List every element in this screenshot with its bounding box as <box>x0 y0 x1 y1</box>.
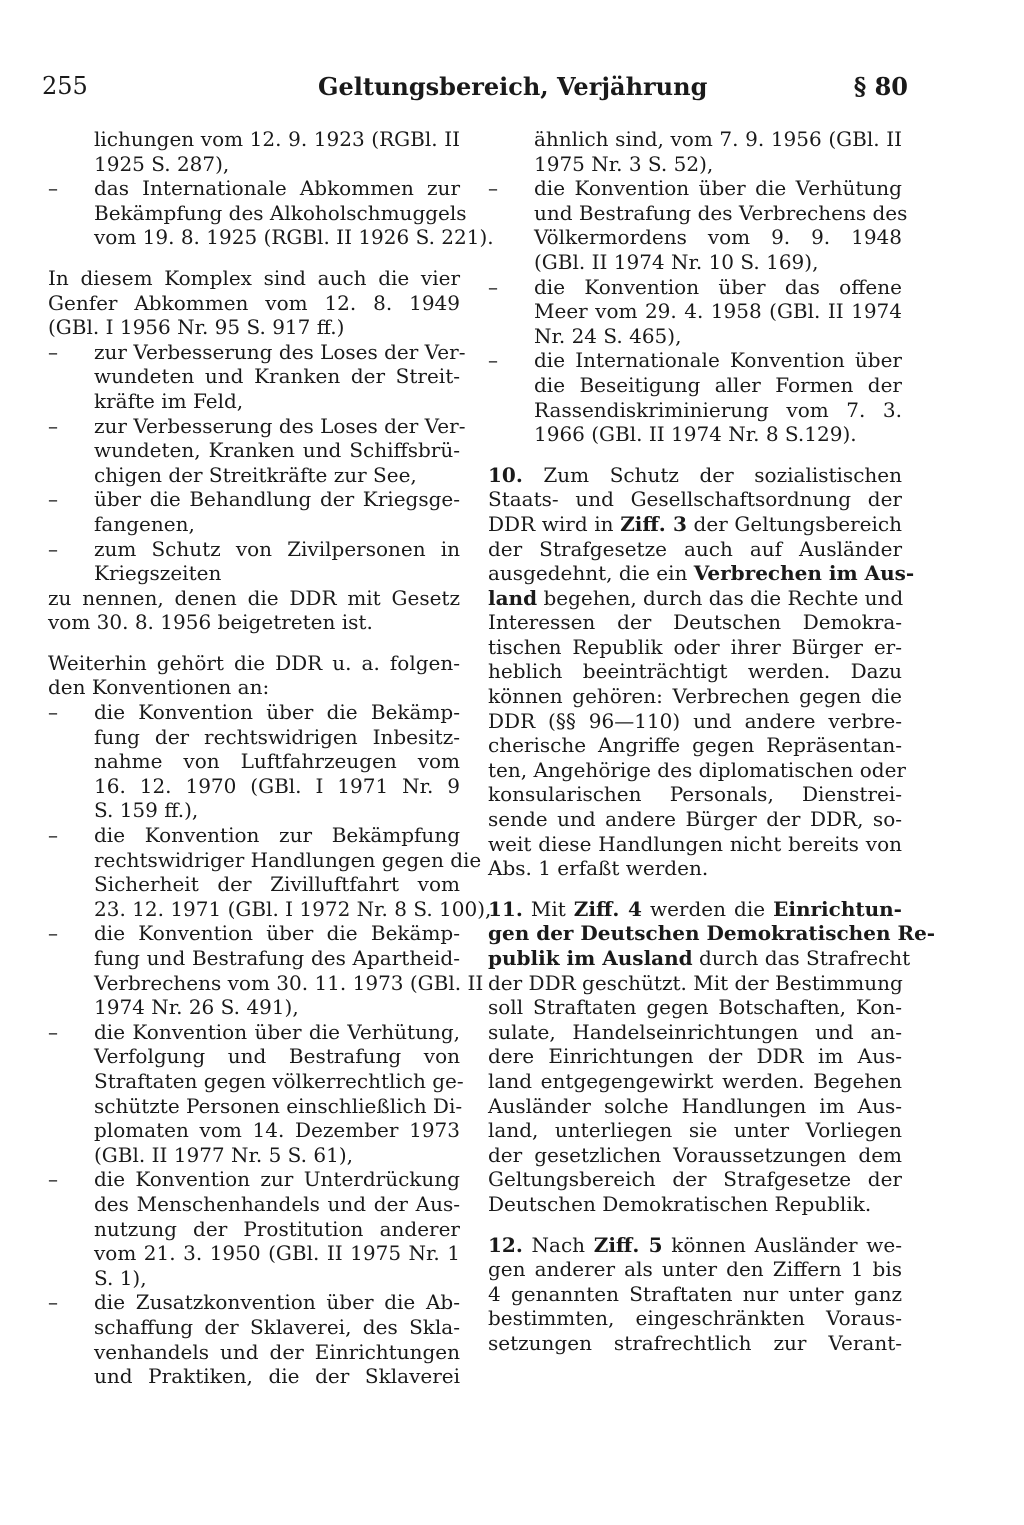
text-line: venhandels und der Einrichtungen <box>94 1339 460 1364</box>
text-line: vom 19. 8. 1925 (RGBl. II 1926 S. 221). <box>94 225 494 250</box>
text-line: über die Behandlung der Kriegsge- <box>94 487 460 512</box>
text-line: DDR (§§ 96—110) und andere verbre- <box>488 708 902 733</box>
text-line: der Strafgesetze auch auf Ausländer <box>488 536 902 561</box>
text-line: vom 21. 3. 1950 (GBl. II 1975 Nr. 1 <box>94 1241 460 1266</box>
text-line: chigen der Streitkräfte zur See, <box>94 462 417 487</box>
text-line: 12. Nach Ziff. 5 können Ausländer we- <box>488 1232 902 1257</box>
paragraph-11 <box>488 896 936 1217</box>
paragraph-12 <box>488 1233 902 1356</box>
text-line: Staats- und Gesellschaftsordnung der <box>488 487 902 512</box>
text-line: gen der Deutschen Demokratischen Re- <box>488 921 936 946</box>
text-line: zur Verbesserung des Loses der Ver- <box>94 413 466 438</box>
text-line: den Konventionen an: <box>48 675 270 700</box>
text-line: Bekämpfung des Alkoholschmuggels <box>94 200 467 225</box>
text-line: zum Schutz von Zivilpersonen in <box>94 536 460 561</box>
text-line: 1966 (GBl. II 1974 Nr. 8 S.129). <box>534 422 857 447</box>
text-line: des Menschenhandels und der Aus- <box>94 1191 460 1216</box>
text-line: die Konvention über die Verhütung, <box>94 1019 460 1044</box>
text-line: 4 genannten Straftaten nur unter ganz <box>488 1281 902 1306</box>
list-item <box>48 413 466 439</box>
text-line: Weiterhin gehört die DDR u. a. folgen- <box>48 650 460 675</box>
list-item <box>48 537 460 562</box>
list-item <box>48 1167 460 1192</box>
text-line: nutzung der Prostitution anderer <box>94 1216 460 1241</box>
list-dash: – <box>488 274 498 299</box>
list-item <box>488 176 902 201</box>
text-line: (GBl. II 1977 Nr. 5 S. 61), <box>94 1142 353 1167</box>
text-line: heblich beeinträchtigt werden. Dazu <box>488 659 902 684</box>
paragraph <box>48 650 492 1389</box>
text-line: (GBl. I 1956 Nr. 95 S. 917 ff.) <box>48 315 345 340</box>
list-item <box>48 921 460 946</box>
text-line: Sicherheit der Zivilluftfahrt vom <box>94 872 460 897</box>
paragraph-10 <box>488 462 915 881</box>
text-line: dere Einrichtungen der DDR im Aus- <box>488 1044 902 1069</box>
list-item <box>48 339 466 365</box>
text-line: können gehören: Verbrechen gegen die <box>488 684 902 709</box>
text-line: Verfolgung und Bestrafung von <box>94 1044 460 1069</box>
text-line: wundeten und Kranken der Streit- <box>94 364 460 389</box>
text-line: land begehen, durch das die Rechte und <box>488 585 904 610</box>
list-dash: – <box>48 921 58 946</box>
text-line: sende und andere Bürger der DDR, so- <box>488 807 902 832</box>
page-header <box>42 72 908 112</box>
text-line: setzungen strafrechtlich zur Verant- <box>488 1330 902 1355</box>
text-line: S. 1), <box>94 1265 147 1290</box>
list-dash: – <box>48 339 58 364</box>
list-item <box>48 700 460 725</box>
list-dash: – <box>48 536 58 561</box>
text-line: ausgedehnt, die ein Verbrechen im Aus- <box>488 561 915 586</box>
text-line: Genfer Abkommen vom 12. 8. 1949 <box>48 290 460 315</box>
text-line: Deutschen Demokratischen Republik. <box>488 1191 872 1216</box>
list-item <box>48 1290 460 1315</box>
text-line: schaffung der Sklaverei, des Skla- <box>94 1314 460 1339</box>
text-line: fangenen, <box>94 511 195 536</box>
list-item <box>488 348 902 373</box>
text-line: die Internationale Konvention über <box>534 348 902 373</box>
text-line: nahme von Luftfahrzeugen vom <box>94 749 460 774</box>
paragraph <box>48 265 466 635</box>
list-item <box>488 275 902 300</box>
text-line: Straftaten gegen völkerrechtlich ge- <box>94 1068 464 1093</box>
text-line: 1925 S. 287), <box>94 151 230 176</box>
text-line: Meer vom 29. 4. 1958 (GBl. II 1974 <box>534 299 902 324</box>
text-line: cherische Angriffe gegen Repräsentan- <box>488 733 902 758</box>
text-line: der gesetzlichen Voraussetzungen dem <box>488 1142 902 1167</box>
text-line: Geltungsbereich der Strafgesetze der <box>488 1167 902 1192</box>
text-line: 10. Zum Schutz der sozialistischen <box>488 462 902 487</box>
text-line: (GBl. II 1974 Nr. 10 S. 169), <box>534 249 819 274</box>
text-line: In diesem Komplex sind auch die vier <box>48 265 460 290</box>
text-line: land entgegengewirkt werden. Begehen <box>488 1068 902 1093</box>
paragraph-number: 12. <box>488 1232 523 1257</box>
text-line: land, unterliegen sie unter Vorliegen <box>488 1118 902 1143</box>
text-line: Abs. 1 erfaßt werden. <box>488 856 709 881</box>
text-line: zu nennen, denen die DDR mit Gesetz <box>48 585 460 610</box>
list-dash: – <box>48 700 58 725</box>
text-line: die Zusatzkonvention über die Ab- <box>94 1290 460 1315</box>
text-line: sulate, Handelseinrichtungen und an- <box>488 1019 902 1044</box>
text-line: 1974 Nr. 26 S. 491), <box>94 995 299 1020</box>
text-line: DDR wird in Ziff. 3 der Geltungsbereich <box>488 511 902 536</box>
text-line: fung der rechtswidrigen Inbesitz- <box>94 724 460 749</box>
text-line: Ausländer solche Handlungen im Aus- <box>488 1093 902 1118</box>
text-line: fung und Bestrafung des Apartheid- <box>94 946 460 970</box>
section-number: § 80 <box>853 72 908 101</box>
text-line: rechtswidriger Handlungen gegen die <box>94 847 482 872</box>
text-line: S. 159 ff.), <box>94 798 199 823</box>
text-line: weit diese Handlungen nicht bereits von <box>488 831 902 856</box>
list-item <box>48 487 460 512</box>
list-dash: – <box>48 176 58 201</box>
text-line: und Bestrafung des Verbrechens des <box>534 200 908 225</box>
paragraph <box>488 127 908 447</box>
text-line: die Konvention über die Bekämp- <box>94 700 460 725</box>
text-line: die Beseitigung aller Formen der <box>534 372 902 397</box>
text-line: 1975 Nr. 3 S. 52), <box>534 151 714 176</box>
text-line: das Internationale Abkommen zur <box>94 176 460 201</box>
text-line: soll Straftaten gegen Botschaften, Kon- <box>488 995 902 1020</box>
text-line: kräfte im Feld, <box>94 388 244 413</box>
text-line: bestimmten, eingeschränkten Voraus- <box>488 1306 902 1331</box>
text-line: gen anderer als unter den Ziffern 1 bis <box>488 1257 902 1282</box>
text-line: publik im Ausland durch das Strafrecht <box>488 946 911 970</box>
running-title: Geltungsbereich, Verjährung <box>318 72 708 101</box>
text-line: schützte Personen einschließlich Di- <box>94 1093 463 1118</box>
text-line: ähnlich sind, vom 7. 9. 1956 (GBl. II <box>534 127 902 151</box>
text-line: tischen Republik oder ihrer Bürger er- <box>488 634 902 659</box>
list-dash: – <box>48 1167 58 1192</box>
page-number: 255 <box>42 72 88 100</box>
right-column <box>488 127 936 1372</box>
list-dash: – <box>488 176 498 201</box>
text-line: Verbrechens vom 30. 11. 1973 (GBl. II <box>94 970 484 995</box>
text-line: und Praktiken, die der Sklaverei <box>94 1364 460 1389</box>
paragraph-number: 10. <box>488 462 523 487</box>
text-line: ten, Angehörige des diplomatischen oder <box>488 757 906 782</box>
text-line: die Konvention über die Bekämp- <box>94 921 460 946</box>
text-line: lichungen vom 12. 9. 1923 (RGBl. II <box>94 127 460 151</box>
list-dash: – <box>488 348 498 373</box>
text-line: Nr. 24 S. 465), <box>534 323 682 348</box>
text-line: konsularischen Personals, Dienstrei- <box>488 782 902 807</box>
text-line: wundeten, Kranken und Schiffsbrü- <box>94 438 460 463</box>
text-line: Völkermordens vom 9. 9. 1948 <box>534 225 902 250</box>
text-line: Interessen der Deutschen Demokra- <box>488 610 902 635</box>
text-line: 11. Mit Ziff. 4 werden die Einrichtun- <box>488 896 902 921</box>
text-line: der DDR geschützt. Mit der Bestimmung <box>488 970 903 995</box>
text-line: die Konvention zur Unterdrückung <box>94 1167 460 1192</box>
list-dash: – <box>48 1290 58 1315</box>
text-line: 23. 12. 1971 (GBl. I 1972 Nr. 8 S. 100), <box>94 896 492 921</box>
list-item <box>48 176 460 201</box>
text-line: die Konvention zur Bekämpfung <box>94 823 460 848</box>
list-dash: – <box>48 487 58 512</box>
text-line: plomaten vom 14. Dezember 1973 <box>94 1118 460 1143</box>
list-dash: – <box>48 413 58 438</box>
left-column <box>48 127 494 1405</box>
text-line: die Konvention über das offene <box>534 274 902 299</box>
text-line: Kriegszeiten <box>94 561 222 586</box>
list-dash: – <box>48 823 58 848</box>
list-item <box>48 823 460 848</box>
paragraph-number: 11. <box>488 896 523 921</box>
text-line: Rassendiskriminierung vom 7. 3. <box>534 397 902 422</box>
list-item <box>48 1020 460 1045</box>
paragraph <box>48 127 494 250</box>
text-line: zur Verbesserung des Loses der Ver- <box>94 339 466 364</box>
text-line: vom 30. 8. 1956 beigetreten ist. <box>48 610 373 635</box>
list-dash: – <box>48 1019 58 1044</box>
text-line: die Konvention über die Verhütung <box>534 176 902 201</box>
text-line: 16. 12. 1970 (GBl. I 1971 Nr. 9 <box>94 773 460 798</box>
